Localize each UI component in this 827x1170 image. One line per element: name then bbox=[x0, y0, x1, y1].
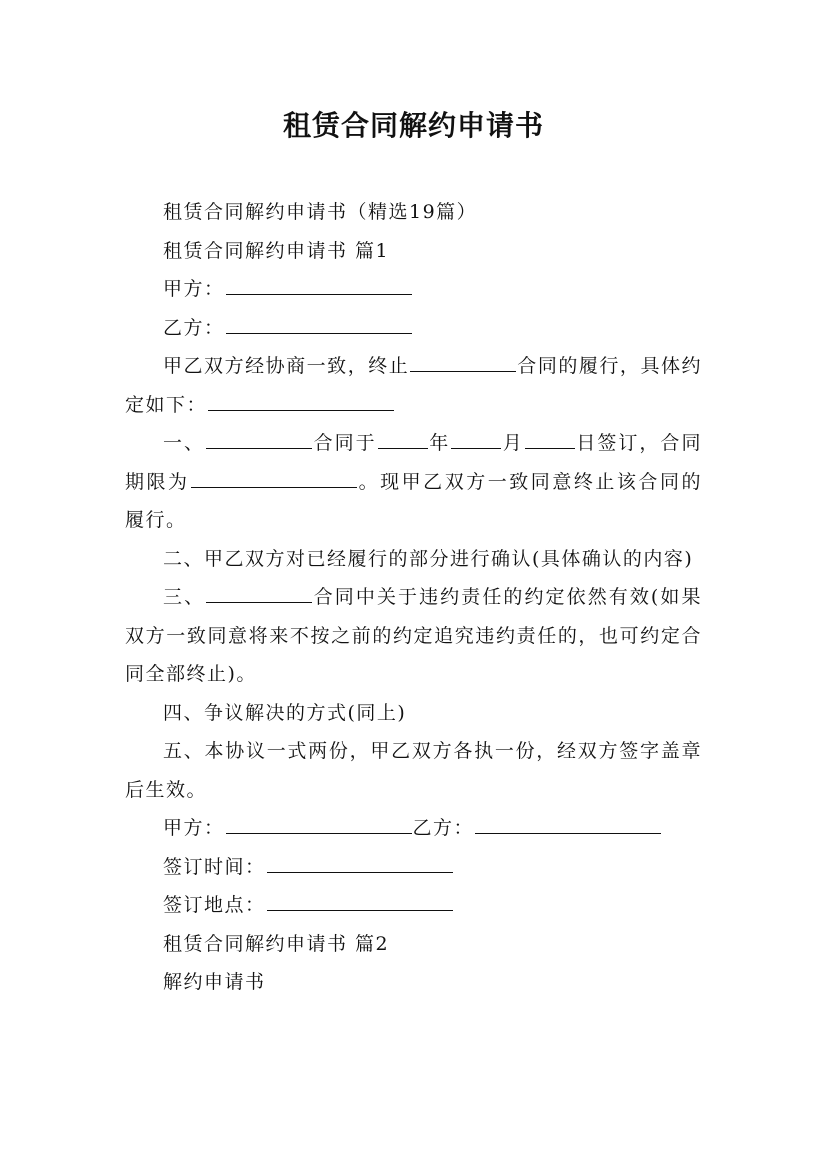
sign-party-b-label: 乙方： bbox=[412, 817, 475, 839]
sign-time-line bbox=[125, 848, 702, 887]
item1-text-c: 日签订，合同期限为 bbox=[125, 432, 702, 493]
p1-text-a: 甲乙双方经协商一致，终止 bbox=[163, 355, 410, 377]
sign-time-label: 签订时间： bbox=[163, 855, 266, 878]
item3-number: 三、 bbox=[163, 586, 206, 608]
item-3 bbox=[125, 578, 702, 694]
paragraph-1 bbox=[125, 347, 702, 424]
party-b-blank bbox=[226, 314, 412, 334]
party-b-line bbox=[125, 309, 702, 348]
item1-month-label: 月 bbox=[502, 432, 524, 454]
item1-month-blank bbox=[451, 429, 501, 449]
sign-party-b-blank bbox=[475, 814, 661, 834]
item-5: 五、本协议一式两份，甲乙双方各执一份，经双方签字盖章后生效。 bbox=[125, 740, 702, 801]
section1-heading: 租赁合同解约申请书 篇1 bbox=[163, 239, 390, 262]
sign-place-blank bbox=[267, 891, 453, 911]
party-a-line bbox=[125, 270, 702, 309]
document-body bbox=[125, 193, 702, 1002]
sign-place-line bbox=[125, 886, 702, 925]
item-4: 四、争议解决的方式(同上) bbox=[163, 701, 407, 724]
party-a-blank bbox=[226, 275, 412, 295]
section2-subheading: 解约申请书 bbox=[163, 971, 266, 993]
document-title: 租赁合同解约申请书 bbox=[282, 109, 544, 142]
sign-time-blank bbox=[267, 853, 453, 873]
item3-text-b: 合同中关于违约责任的约定依然有效(如果双方一致同意将来不按之前的约定追究违约责任的，也可约定合同全部终止)。 bbox=[125, 586, 702, 685]
item1-contract-blank bbox=[206, 429, 312, 449]
item3-contract-blank bbox=[206, 583, 312, 603]
party-b-label: 乙方： bbox=[163, 316, 225, 339]
item1-text-d: 。现甲乙双方一致同意终止该合同的履行。 bbox=[125, 470, 702, 531]
item1-year-blank bbox=[378, 429, 428, 449]
item1-number: 一、 bbox=[163, 432, 206, 454]
contract-name-blank bbox=[410, 352, 516, 372]
sign-party-a-label: 甲方： bbox=[163, 817, 225, 839]
item1-text-b: 合同于 bbox=[313, 432, 377, 454]
item-1 bbox=[125, 424, 702, 540]
sign-party-a-blank bbox=[226, 814, 412, 834]
agreement-blank bbox=[208, 391, 394, 411]
signature-line bbox=[125, 809, 702, 848]
sign-place-label: 签订地点： bbox=[163, 894, 266, 916]
party-a-label: 甲方： bbox=[163, 278, 225, 300]
intro-line: 租赁合同解约申请书（精选19篇） bbox=[163, 201, 478, 223]
item-2: 二、甲乙双方对已经履行的部分进行确认(具体确认的内容) bbox=[163, 547, 694, 570]
section2-heading: 租赁合同解约申请书 篇2 bbox=[163, 932, 390, 955]
item1-term-blank bbox=[191, 468, 357, 488]
item1-year-label: 年 bbox=[428, 432, 451, 454]
item1-day-blank bbox=[525, 429, 575, 449]
p1-text-b: 合同的履行，具体约定如下： bbox=[125, 355, 702, 416]
